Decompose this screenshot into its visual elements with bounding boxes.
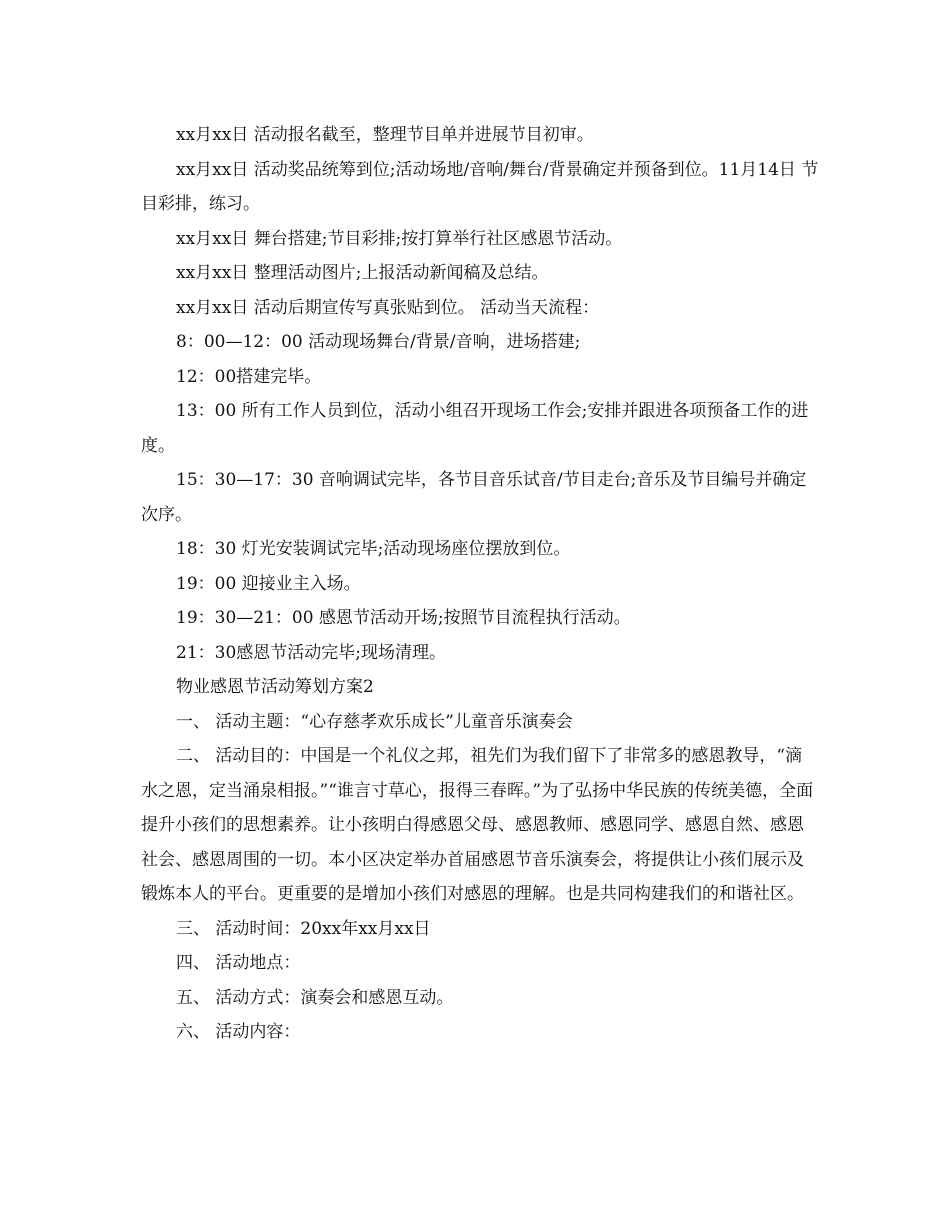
paragraph: xx月xx日 舞台搭建;节目彩排;按打算举行社区感恩节活动。 [176, 228, 623, 249]
document-body [141, 118, 819, 1050]
paragraph: 8：00—12：00 活动现场舞台/背景/音响，进场搭建; [176, 332, 581, 352]
paragraph: 三、 活动时间：20xx年xx月xx日 [176, 918, 431, 939]
paragraph: 19：30—21：00 感恩节活动开场;按照节目流程执行活动。 [176, 608, 631, 628]
paragraph: 13：00 所有工作人员到位，活动小组召开现场工作会;安排并跟进各项预备工作的进度。 [141, 401, 809, 456]
paragraph: xx月xx日 活动后期宣传写真张贴到位。 活动当天流程： [176, 297, 600, 318]
paragraph: 二、 活动目的：中国是一个礼仪之邦，祖先们为我们留下了非常多的感恩教导，“滴水之恩，定当涌泉相报。”“谁言寸草心，报得三春晖。”为了弘扬中华民族的传统美德，全面提升小孩们的思想素养。让小孩明白得感恩父母、感恩教师、感恩同学、感恩自然、感恩社会、感恩周围的一切。本小区决定举办首届感恩节音乐演奏会，将提供让小孩们展示及锻炼本人的平台。更重要的是增加小孩们对感恩的理解。也是共同构建我们的和谐社区。 [141, 746, 814, 904]
paragraph: xx月xx日 整理活动图片;上报活动新闻稿及总结。 [176, 263, 549, 283]
paragraph: 15：30—17：30 音响调试完毕，各节目音乐试音/节目走台;音乐及节目编号并确定次序。 [141, 470, 807, 525]
paragraph: 六、 活动内容： [176, 1022, 301, 1042]
paragraph: 18：30 灯光安装调试完毕;活动现场座位摆放到位。 [176, 539, 571, 559]
paragraph: 19：00 迎接业主入场。 [176, 573, 361, 594]
paragraph: 21：30感恩节活动完毕;现场清理。 [176, 642, 446, 663]
paragraph: 五、 活动方式：演奏会和感恩互动。 [176, 987, 454, 1008]
section-heading: 物业感恩节活动筹划方案2 [176, 677, 374, 697]
paragraph: 一、 活动主题：“心存慈孝欢乐成长”儿童音乐演奏会 [176, 711, 573, 732]
paragraph: 四、 活动地点： [176, 953, 301, 973]
paragraph: xx月xx日 活动报名截至，整理节目单并进展节目初审。 [176, 125, 594, 145]
paragraph: xx月xx日 活动奖品统筹到位;活动场地/音响/舞台/背景确定并预备到位。11月14日 节目彩排，练习。 [141, 159, 819, 214]
paragraph: 12：00搭建完毕。 [176, 366, 322, 387]
